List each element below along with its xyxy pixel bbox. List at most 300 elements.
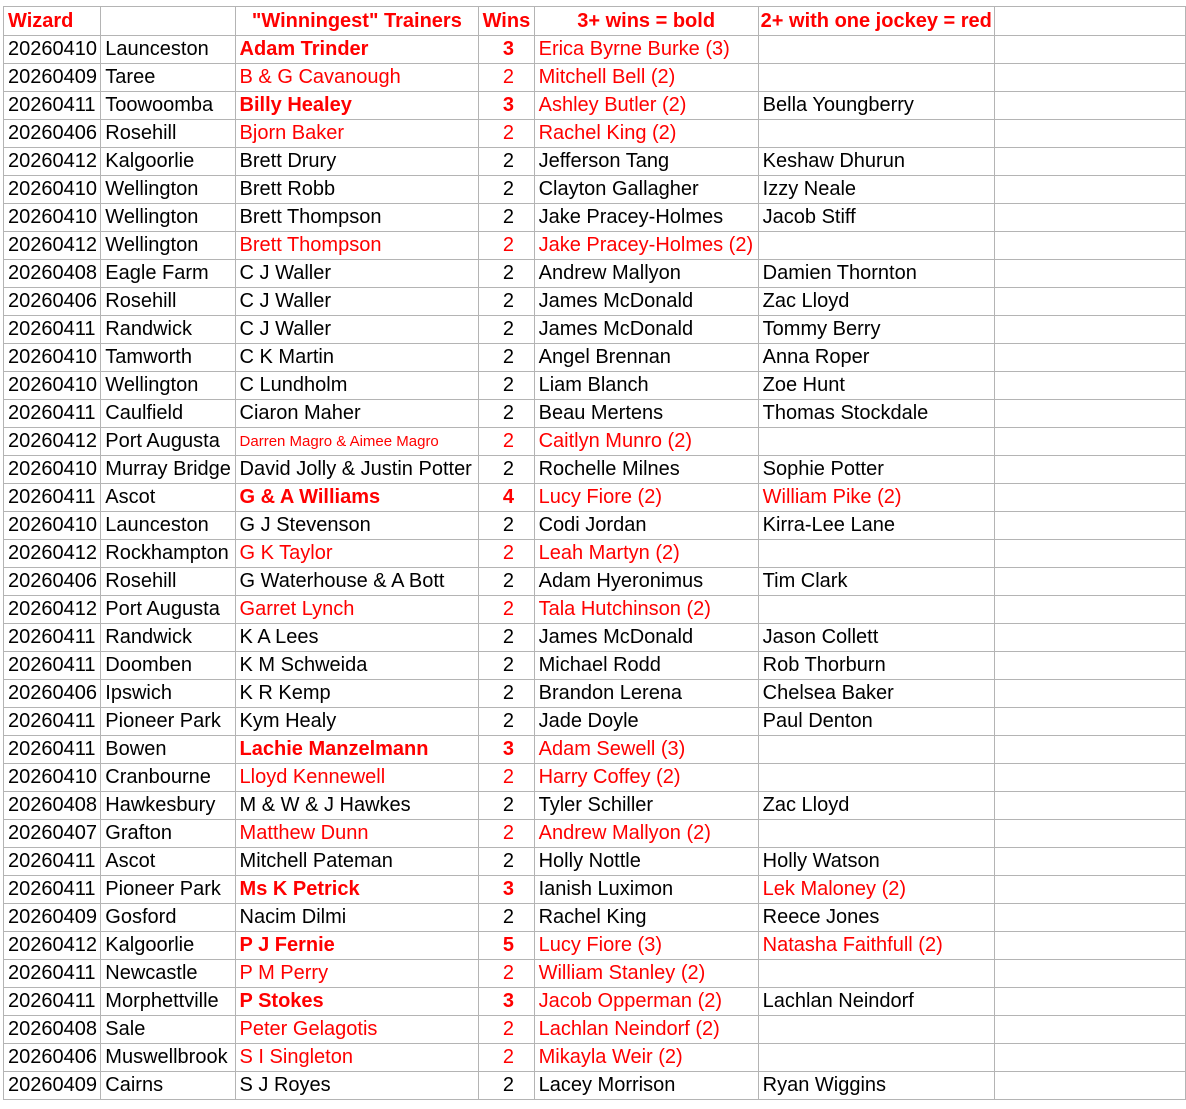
cell-jockey-1[interactable]: Lucy Fiore (3) xyxy=(534,932,758,960)
cell-jockey-1[interactable]: Mitchell Bell (2) xyxy=(534,64,758,92)
table-row xyxy=(4,932,1186,960)
cell-jockey-1[interactable]: James McDonald xyxy=(534,288,758,316)
cell-jockey-2[interactable]: Tim Clark xyxy=(758,568,994,596)
cell-wins[interactable]: 2 xyxy=(479,232,534,260)
cell-trainer[interactable]: G & A Williams xyxy=(235,484,479,512)
cell-wins[interactable]: 2 xyxy=(479,652,534,680)
cell-date[interactable]: 20260410 xyxy=(4,176,101,204)
cell-trainer[interactable]: Brett Robb xyxy=(235,176,479,204)
cell-trainer[interactable]: S I Singleton xyxy=(235,1044,479,1072)
cell-trainer[interactable]: Mitchell Pateman xyxy=(235,848,479,876)
cell-jockey-2[interactable]: Damien Thornton xyxy=(758,260,994,288)
cell-venue[interactable]: Port Augusta xyxy=(101,428,235,456)
cell-wins[interactable]: 2 xyxy=(479,344,534,372)
cell-date[interactable]: 20260411 xyxy=(4,652,101,680)
cell-wins[interactable]: 5 xyxy=(479,932,534,960)
cell-trainer[interactable]: Lachie Manzelmann xyxy=(235,736,479,764)
cell-empty[interactable] xyxy=(994,792,1185,820)
cell-trainer[interactable]: K A Lees xyxy=(235,624,479,652)
cell-date[interactable]: 20260408 xyxy=(4,792,101,820)
cell-wins[interactable]: 2 xyxy=(479,428,534,456)
cell-jockey-2[interactable]: Holly Watson xyxy=(758,848,994,876)
cell-trainer[interactable]: P Stokes xyxy=(235,988,479,1016)
table-body xyxy=(4,36,1186,1100)
cell-venue[interactable]: Kalgoorlie xyxy=(101,148,235,176)
cell-date[interactable]: 20260411 xyxy=(4,736,101,764)
cell-jockey-1[interactable]: Jade Doyle xyxy=(534,708,758,736)
cell-jockey-2[interactable]: Rob Thorburn xyxy=(758,652,994,680)
table-row xyxy=(4,568,1186,596)
cell-date[interactable]: 20260412 xyxy=(4,596,101,624)
cell-date[interactable]: 20260406 xyxy=(4,1044,101,1072)
table-row xyxy=(4,400,1186,428)
cell-date[interactable]: 20260411 xyxy=(4,484,101,512)
cell-trainer[interactable]: Ciaron Maher xyxy=(235,400,479,428)
cell-trainer[interactable]: K R Kemp xyxy=(235,680,479,708)
cell-date[interactable]: 20260412 xyxy=(4,428,101,456)
cell-jockey-1[interactable]: Holly Nottle xyxy=(534,848,758,876)
cell-empty[interactable] xyxy=(994,260,1185,288)
cell-jockey-2[interactable]: Ryan Wiggins xyxy=(758,1072,994,1100)
cell-trainer[interactable]: Billy Healey xyxy=(235,92,479,120)
cell-venue[interactable]: Murray Bridge xyxy=(101,456,235,484)
cell-date[interactable]: 20260412 xyxy=(4,232,101,260)
cell-date[interactable]: 20260410 xyxy=(4,456,101,484)
cell-venue[interactable]: Launceston xyxy=(101,36,235,64)
cell-venue[interactable]: Ascot xyxy=(101,484,235,512)
cell-jockey-1[interactable]: Erica Byrne Burke (3) xyxy=(534,36,758,64)
cell-jockey-1[interactable]: Angel Brennan xyxy=(534,344,758,372)
cell-wins[interactable]: 2 xyxy=(479,596,534,624)
cell-empty[interactable] xyxy=(994,1044,1185,1072)
table-row xyxy=(4,36,1186,64)
cell-venue[interactable]: Ascot xyxy=(101,848,235,876)
cell-wins[interactable]: 2 xyxy=(479,1044,534,1072)
cell-trainer[interactable]: P J Fernie xyxy=(235,932,479,960)
cell-venue[interactable]: Randwick xyxy=(101,316,235,344)
cell-trainer[interactable]: P M Perry xyxy=(235,960,479,988)
cell-empty[interactable] xyxy=(994,708,1185,736)
cell-empty[interactable] xyxy=(994,1072,1185,1100)
cell-date[interactable]: 20260410 xyxy=(4,372,101,400)
cell-jockey-1[interactable]: Codi Jordan xyxy=(534,512,758,540)
cell-wins[interactable]: 3 xyxy=(479,36,534,64)
cell-date[interactable]: 20260411 xyxy=(4,92,101,120)
cell-jockey-2[interactable]: Zac Lloyd xyxy=(758,288,994,316)
cell-date[interactable]: 20260407 xyxy=(4,820,101,848)
cell-empty[interactable] xyxy=(994,288,1185,316)
cell-trainer[interactable]: Kym Healy xyxy=(235,708,479,736)
cell-jockey-1[interactable]: Tyler Schiller xyxy=(534,792,758,820)
cell-jockey-1[interactable]: Tala Hutchinson (2) xyxy=(534,596,758,624)
cell-date[interactable]: 20260410 xyxy=(4,512,101,540)
cell-jockey-2[interactable]: Lek Maloney (2) xyxy=(758,876,994,904)
cell-wins[interactable]: 2 xyxy=(479,680,534,708)
cell-empty[interactable] xyxy=(994,232,1185,260)
cell-date[interactable]: 20260406 xyxy=(4,288,101,316)
cell-trainer[interactable]: Lloyd Kennewell xyxy=(235,764,479,792)
cell-empty[interactable] xyxy=(994,596,1185,624)
table-row xyxy=(4,120,1186,148)
table-row xyxy=(4,92,1186,120)
cell-jockey-1[interactable]: Rachel King (2) xyxy=(534,120,758,148)
cell-trainer[interactable]: Darren Magro & Aimee Magro xyxy=(235,428,479,456)
cell-venue[interactable]: Cairns xyxy=(101,1072,235,1100)
cell-empty[interactable] xyxy=(994,148,1185,176)
cell-wins[interactable]: 2 xyxy=(479,64,534,92)
cell-jockey-2[interactable] xyxy=(758,36,994,64)
cell-empty[interactable] xyxy=(994,540,1185,568)
cell-jockey-2[interactable]: Keshaw Dhurun xyxy=(758,148,994,176)
cell-empty[interactable] xyxy=(994,64,1185,92)
cell-venue[interactable]: Randwick xyxy=(101,624,235,652)
cell-date[interactable]: 20260410 xyxy=(4,764,101,792)
cell-jockey-1[interactable]: Leah Martyn (2) xyxy=(534,540,758,568)
cell-jockey-2[interactable] xyxy=(758,820,994,848)
cell-jockey-1[interactable]: Beau Mertens xyxy=(534,400,758,428)
cell-empty[interactable] xyxy=(994,904,1185,932)
cell-trainer[interactable]: C J Waller xyxy=(235,316,479,344)
cell-jockey-1[interactable]: Andrew Mallyon (2) xyxy=(534,820,758,848)
cell-date[interactable]: 20260406 xyxy=(4,120,101,148)
cell-trainer[interactable]: G J Stevenson xyxy=(235,512,479,540)
cell-jockey-1[interactable]: Adam Hyeronimus xyxy=(534,568,758,596)
cell-date[interactable]: 20260409 xyxy=(4,64,101,92)
cell-wins[interactable]: 2 xyxy=(479,260,534,288)
cell-trainer[interactable]: Brett Thompson xyxy=(235,232,479,260)
cell-trainer[interactable]: Ms K Petrick xyxy=(235,876,479,904)
cell-wins[interactable]: 2 xyxy=(479,400,534,428)
cell-jockey-2[interactable]: Kirra-Lee Lane xyxy=(758,512,994,540)
cell-date[interactable]: 20260411 xyxy=(4,988,101,1016)
cell-venue[interactable]: Port Augusta xyxy=(101,596,235,624)
cell-jockey-1[interactable]: Lucy Fiore (2) xyxy=(534,484,758,512)
cell-jockey-2[interactable] xyxy=(758,1016,994,1044)
cell-venue[interactable]: Tamworth xyxy=(101,344,235,372)
cell-trainer[interactable]: Brett Drury xyxy=(235,148,479,176)
cell-jockey-1[interactable]: Andrew Mallyon xyxy=(534,260,758,288)
cell-jockey-2[interactable]: Tommy Berry xyxy=(758,316,994,344)
cell-jockey-1[interactable]: Liam Blanch xyxy=(534,372,758,400)
table-row xyxy=(4,708,1186,736)
cell-date[interactable]: 20260412 xyxy=(4,148,101,176)
cell-date[interactable]: 20260410 xyxy=(4,204,101,232)
cell-date[interactable]: 20260411 xyxy=(4,960,101,988)
cell-date[interactable]: 20260406 xyxy=(4,568,101,596)
cell-wins[interactable]: 2 xyxy=(479,568,534,596)
cell-jockey-2[interactable]: Sophie Potter xyxy=(758,456,994,484)
cell-venue[interactable]: Taree xyxy=(101,64,235,92)
cell-date[interactable]: 20260411 xyxy=(4,624,101,652)
table-row xyxy=(4,680,1186,708)
cell-jockey-2[interactable]: Anna Roper xyxy=(758,344,994,372)
cell-jockey-2[interactable]: Zac Lloyd xyxy=(758,792,994,820)
cell-empty[interactable] xyxy=(994,456,1185,484)
cell-empty[interactable] xyxy=(994,960,1185,988)
cell-wins[interactable]: 2 xyxy=(479,316,534,344)
cell-venue[interactable]: Ipswich xyxy=(101,680,235,708)
cell-trainer[interactable]: K M Schweida xyxy=(235,652,479,680)
cell-wins[interactable]: 2 xyxy=(479,176,534,204)
table-row xyxy=(4,148,1186,176)
cell-venue[interactable]: Muswellbrook xyxy=(101,1044,235,1072)
cell-jockey-2[interactable]: Lachlan Neindorf xyxy=(758,988,994,1016)
cell-jockey-1[interactable]: Rochelle Milnes xyxy=(534,456,758,484)
cell-empty[interactable] xyxy=(994,316,1185,344)
cell-venue[interactable]: Pioneer Park xyxy=(101,876,235,904)
cell-venue[interactable]: Launceston xyxy=(101,512,235,540)
cell-date[interactable]: 20260408 xyxy=(4,260,101,288)
cell-jockey-2[interactable] xyxy=(758,232,994,260)
cell-jockey-2[interactable]: Zoe Hunt xyxy=(758,372,994,400)
cell-date[interactable]: 20260412 xyxy=(4,540,101,568)
table-row xyxy=(4,456,1186,484)
cell-wins[interactable]: 2 xyxy=(479,904,534,932)
cell-wins[interactable]: 2 xyxy=(479,120,534,148)
cell-venue[interactable]: Caulfield xyxy=(101,400,235,428)
cell-jockey-2[interactable] xyxy=(758,960,994,988)
table-row xyxy=(4,512,1186,540)
cell-empty[interactable] xyxy=(994,848,1185,876)
cell-jockey-2[interactable]: Jason Collett xyxy=(758,624,994,652)
cell-wins[interactable]: 2 xyxy=(479,764,534,792)
cell-trainer[interactable]: M & W & J Hawkes xyxy=(235,792,479,820)
cell-empty[interactable] xyxy=(994,400,1185,428)
cell-venue[interactable]: Rockhampton xyxy=(101,540,235,568)
cell-jockey-2[interactable] xyxy=(758,120,994,148)
cell-jockey-2[interactable]: Bella Youngberry xyxy=(758,92,994,120)
cell-jockey-1[interactable]: Clayton Gallagher xyxy=(534,176,758,204)
cell-date[interactable]: 20260408 xyxy=(4,1016,101,1044)
header-venue[interactable] xyxy=(101,7,235,36)
header-bold-rule[interactable]: 3+ wins = bold xyxy=(534,7,758,36)
header-trainers[interactable]: "Winningest" Trainers xyxy=(235,7,479,36)
cell-jockey-2[interactable]: Paul Denton xyxy=(758,708,994,736)
table-row xyxy=(4,876,1186,904)
table-row xyxy=(4,64,1186,92)
cell-trainer[interactable]: C J Waller xyxy=(235,288,479,316)
cell-wins[interactable]: 2 xyxy=(479,288,534,316)
cell-wins[interactable]: 2 xyxy=(479,960,534,988)
cell-venue[interactable]: Newcastle xyxy=(101,960,235,988)
cell-venue[interactable]: Bowen xyxy=(101,736,235,764)
cell-trainer[interactable]: B & G Cavanough xyxy=(235,64,479,92)
cell-wins[interactable]: 2 xyxy=(479,372,534,400)
header-empty[interactable] xyxy=(994,7,1185,36)
cell-venue[interactable]: Wellington xyxy=(101,372,235,400)
cell-date[interactable]: 20260411 xyxy=(4,876,101,904)
cell-wins[interactable]: 3 xyxy=(479,92,534,120)
cell-venue[interactable]: Doomben xyxy=(101,652,235,680)
cell-empty[interactable] xyxy=(994,512,1185,540)
cell-venue[interactable]: Wellington xyxy=(101,232,235,260)
table-row xyxy=(4,736,1186,764)
table-row xyxy=(4,344,1186,372)
cell-wins[interactable]: 2 xyxy=(479,792,534,820)
cell-empty[interactable] xyxy=(994,176,1185,204)
cell-trainer[interactable]: David Jolly & Justin Potter xyxy=(235,456,479,484)
cell-jockey-2[interactable]: Chelsea Baker xyxy=(758,680,994,708)
cell-empty[interactable] xyxy=(994,428,1185,456)
cell-wins[interactable]: 2 xyxy=(479,148,534,176)
cell-trainer[interactable]: Garret Lynch xyxy=(235,596,479,624)
cell-empty[interactable] xyxy=(994,764,1185,792)
cell-jockey-1[interactable]: Lachlan Neindorf (2) xyxy=(534,1016,758,1044)
cell-venue[interactable]: Pioneer Park xyxy=(101,708,235,736)
cell-date[interactable]: 20260410 xyxy=(4,344,101,372)
table-row xyxy=(4,204,1186,232)
cell-jockey-1[interactable]: William Stanley (2) xyxy=(534,960,758,988)
cell-trainer[interactable]: Bjorn Baker xyxy=(235,120,479,148)
cell-wins[interactable]: 3 xyxy=(479,876,534,904)
cell-jockey-2[interactable] xyxy=(758,64,994,92)
cell-date[interactable]: 20260406 xyxy=(4,680,101,708)
cell-jockey-1[interactable]: Rachel King xyxy=(534,904,758,932)
cell-jockey-1[interactable]: Mikayla Weir (2) xyxy=(534,1044,758,1072)
cell-empty[interactable] xyxy=(994,876,1185,904)
cell-jockey-1[interactable]: Jacob Opperman (2) xyxy=(534,988,758,1016)
cell-venue[interactable]: Eagle Farm xyxy=(101,260,235,288)
cell-date[interactable]: 20260411 xyxy=(4,400,101,428)
cell-venue[interactable]: Rosehill xyxy=(101,568,235,596)
cell-venue[interactable]: Hawkesbury xyxy=(101,792,235,820)
cell-wins[interactable]: 2 xyxy=(479,456,534,484)
cell-trainer[interactable]: G K Taylor xyxy=(235,540,479,568)
cell-jockey-2[interactable] xyxy=(758,540,994,568)
cell-trainer[interactable]: C J Waller xyxy=(235,260,479,288)
cell-jockey-1[interactable]: Lacey Morrison xyxy=(534,1072,758,1100)
cell-jockey-1[interactable]: Jefferson Tang xyxy=(534,148,758,176)
cell-venue[interactable]: Morphettville xyxy=(101,988,235,1016)
cell-jockey-1[interactable]: Harry Coffey (2) xyxy=(534,764,758,792)
cell-date[interactable]: 20260411 xyxy=(4,316,101,344)
table-row xyxy=(4,820,1186,848)
header-wizard[interactable]: Wizard xyxy=(4,7,101,36)
header-red-rule[interactable]: 2+ with one jockey = red xyxy=(758,7,994,36)
cell-empty[interactable] xyxy=(994,820,1185,848)
cell-wins[interactable]: 2 xyxy=(479,1016,534,1044)
cell-trainer[interactable]: Brett Thompson xyxy=(235,204,479,232)
cell-trainer[interactable]: Peter Gelagotis xyxy=(235,1016,479,1044)
cell-wins[interactable]: 4 xyxy=(479,484,534,512)
header-wins[interactable]: Wins xyxy=(479,7,534,36)
cell-jockey-2[interactable]: Natasha Faithfull (2) xyxy=(758,932,994,960)
cell-empty[interactable] xyxy=(994,92,1185,120)
cell-wins[interactable]: 2 xyxy=(479,820,534,848)
table-row xyxy=(4,904,1186,932)
cell-jockey-1[interactable]: Jake Pracey-Holmes xyxy=(534,204,758,232)
cell-jockey-1[interactable]: Jake Pracey-Holmes (2) xyxy=(534,232,758,260)
table-row xyxy=(4,260,1186,288)
cell-empty[interactable] xyxy=(994,1016,1185,1044)
table-row xyxy=(4,232,1186,260)
cell-empty[interactable] xyxy=(994,568,1185,596)
cell-venue[interactable]: Sale xyxy=(101,1016,235,1044)
cell-wins[interactable]: 2 xyxy=(479,540,534,568)
cell-empty[interactable] xyxy=(994,736,1185,764)
cell-empty[interactable] xyxy=(994,36,1185,64)
cell-date[interactable]: 20260409 xyxy=(4,1072,101,1100)
cell-venue[interactable]: Rosehill xyxy=(101,120,235,148)
cell-jockey-2[interactable] xyxy=(758,736,994,764)
cell-jockey-1[interactable]: Michael Rodd xyxy=(534,652,758,680)
cell-wins[interactable]: 2 xyxy=(479,204,534,232)
cell-empty[interactable] xyxy=(994,932,1185,960)
table-row xyxy=(4,988,1186,1016)
table-row xyxy=(4,792,1186,820)
cell-date[interactable]: 20260412 xyxy=(4,932,101,960)
cell-jockey-2[interactable]: Thomas Stockdale xyxy=(758,400,994,428)
cell-empty[interactable] xyxy=(994,680,1185,708)
cell-venue[interactable]: Rosehill xyxy=(101,288,235,316)
cell-jockey-1[interactable]: Brandon Lerena xyxy=(534,680,758,708)
cell-jockey-2[interactable]: Jacob Stiff xyxy=(758,204,994,232)
cell-wins[interactable]: 2 xyxy=(479,708,534,736)
cell-empty[interactable] xyxy=(994,484,1185,512)
cell-venue[interactable]: Toowoomba xyxy=(101,92,235,120)
table-row xyxy=(4,372,1186,400)
cell-empty[interactable] xyxy=(994,204,1185,232)
cell-trainer[interactable]: C Lundholm xyxy=(235,372,479,400)
cell-jockey-1[interactable]: James McDonald xyxy=(534,316,758,344)
cell-empty[interactable] xyxy=(994,344,1185,372)
cell-venue[interactable]: Wellington xyxy=(101,176,235,204)
cell-date[interactable]: 20260410 xyxy=(4,36,101,64)
cell-empty[interactable] xyxy=(994,988,1185,1016)
cell-jockey-2[interactable]: Izzy Neale xyxy=(758,176,994,204)
cell-wins[interactable]: 2 xyxy=(479,1072,534,1100)
cell-wins[interactable]: 2 xyxy=(479,848,534,876)
cell-wins[interactable]: 3 xyxy=(479,736,534,764)
cell-empty[interactable] xyxy=(994,372,1185,400)
cell-jockey-2[interactable] xyxy=(758,596,994,624)
cell-jockey-2[interactable] xyxy=(758,428,994,456)
table-row xyxy=(4,428,1186,456)
cell-jockey-1[interactable]: Caitlyn Munro (2) xyxy=(534,428,758,456)
cell-jockey-1[interactable]: James McDonald xyxy=(534,624,758,652)
cell-jockey-2[interactable]: William Pike (2) xyxy=(758,484,994,512)
cell-date[interactable]: 20260409 xyxy=(4,904,101,932)
cell-trainer[interactable]: Adam Trinder xyxy=(235,36,479,64)
cell-trainer[interactable]: Matthew Dunn xyxy=(235,820,479,848)
cell-jockey-2[interactable]: Reece Jones xyxy=(758,904,994,932)
cell-trainer[interactable]: S J Royes xyxy=(235,1072,479,1100)
cell-date[interactable]: 20260411 xyxy=(4,708,101,736)
cell-empty[interactable] xyxy=(994,120,1185,148)
cell-empty[interactable] xyxy=(994,652,1185,680)
table-row xyxy=(4,764,1186,792)
cell-venue[interactable]: Grafton xyxy=(101,820,235,848)
cell-trainer[interactable]: Nacim Dilmi xyxy=(235,904,479,932)
cell-venue[interactable]: Gosford xyxy=(101,904,235,932)
cell-jockey-1[interactable]: Adam Sewell (3) xyxy=(534,736,758,764)
cell-wins[interactable]: 3 xyxy=(479,988,534,1016)
cell-venue[interactable]: Kalgoorlie xyxy=(101,932,235,960)
cell-jockey-1[interactable]: Ianish Luximon xyxy=(534,876,758,904)
cell-empty[interactable] xyxy=(994,624,1185,652)
cell-trainer[interactable]: G Waterhouse & A Bott xyxy=(235,568,479,596)
cell-venue[interactable]: Cranbourne xyxy=(101,764,235,792)
cell-jockey-1[interactable]: Ashley Butler (2) xyxy=(534,92,758,120)
table-row xyxy=(4,484,1186,512)
cell-date[interactable]: 20260411 xyxy=(4,848,101,876)
cell-wins[interactable]: 2 xyxy=(479,512,534,540)
cell-wins[interactable]: 2 xyxy=(479,624,534,652)
cell-jockey-2[interactable] xyxy=(758,764,994,792)
cell-venue[interactable]: Wellington xyxy=(101,204,235,232)
cell-jockey-2[interactable] xyxy=(758,1044,994,1072)
cell-trainer[interactable]: C K Martin xyxy=(235,344,479,372)
